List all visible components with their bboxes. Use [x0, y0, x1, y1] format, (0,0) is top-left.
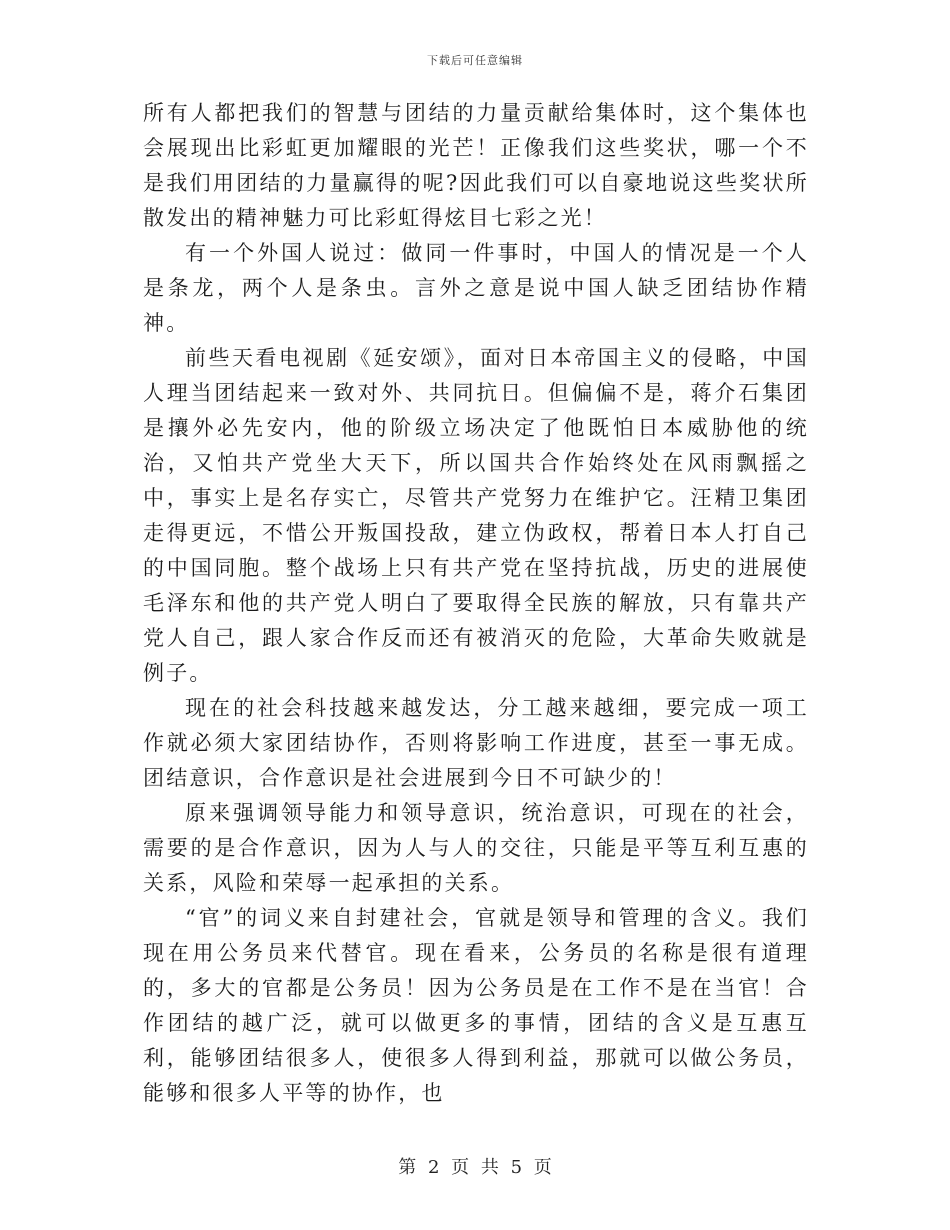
paragraph: 有一个外国人说过：做同一件事时，中国人的情况是一个人是条龙，两个人是条虫。言外之意是说中国人缺乏团结协作精神。	[143, 241, 809, 335]
page-number-footer: 第 2 页 共 5 页	[398, 1157, 552, 1178]
paragraph: 原来强调领导能力和领导意识，统治意识，可现在的社会，需要的是合作意识，因为人与人的交往，只能是平等互利互惠的关系，风险和荣辱一起承担的关系。	[143, 801, 809, 895]
header-note: 下载后可任意编辑	[427, 54, 523, 67]
paragraph: “官”的词义来自封建社会，官就是领导和管理的含义。我们现在用公务员来代替官。现在看来，公务员的名称是很有道理的，多大的官都是公务员！因为公务员是在工作不是在当官！合作团结的越广泛，就可以做更多的事情，团结的含义是互惠互利，能够团结很多人，使很多人得到利益，那就可以做公务员，能够和很多人平等的协作，也	[143, 906, 809, 1105]
paragraph: 现在的社会科技越来越发达，分工越来越细，要完成一项工作就必须大家团结协作，否则将影响工作进度，甚至一事无成。团结意识，合作意识是社会进展到今日不可缺少的！	[143, 696, 809, 790]
document-body	[143, 96, 809, 1111]
paragraph-continued: 所有人都把我们的智慧与团结的力量贡献给集体时，这个集体也会展现出比彩虹更加耀眼的光芒！正像我们这些奖状，哪一个不是我们用团结的力量赢得的呢?因此我们可以自豪地说这些奖状所散发出的精神魅力可比彩虹得炫目七彩之光！	[143, 101, 809, 230]
paragraph: 前些天看电视剧《延安颂》，面对日本帝国主义的侵略，中国人理当团结起来一致对外、共同抗日。但偏偏不是，蒋介石集团是攘外必先安内，他的阶级立场决定了他既怕日本威胁他的统治，又怕共产党坐大天下，所以国共合作始终处在风雨飘摇之中，事实上是名存实亡，尽管共产党努力在维护它。汪精卫集团走得更远，不惜公开叛国投敌，建立伪政权，帮着日本人打自己的中国同胞。整个战场上只有共产党在坚持抗战，历史的进展使毛泽东和他的共产党人明白了要取得全民族的解放，只有靠共产党人自己，跟人家合作反而还有被消灭的危险，大革命失败就是例子。	[143, 346, 809, 685]
